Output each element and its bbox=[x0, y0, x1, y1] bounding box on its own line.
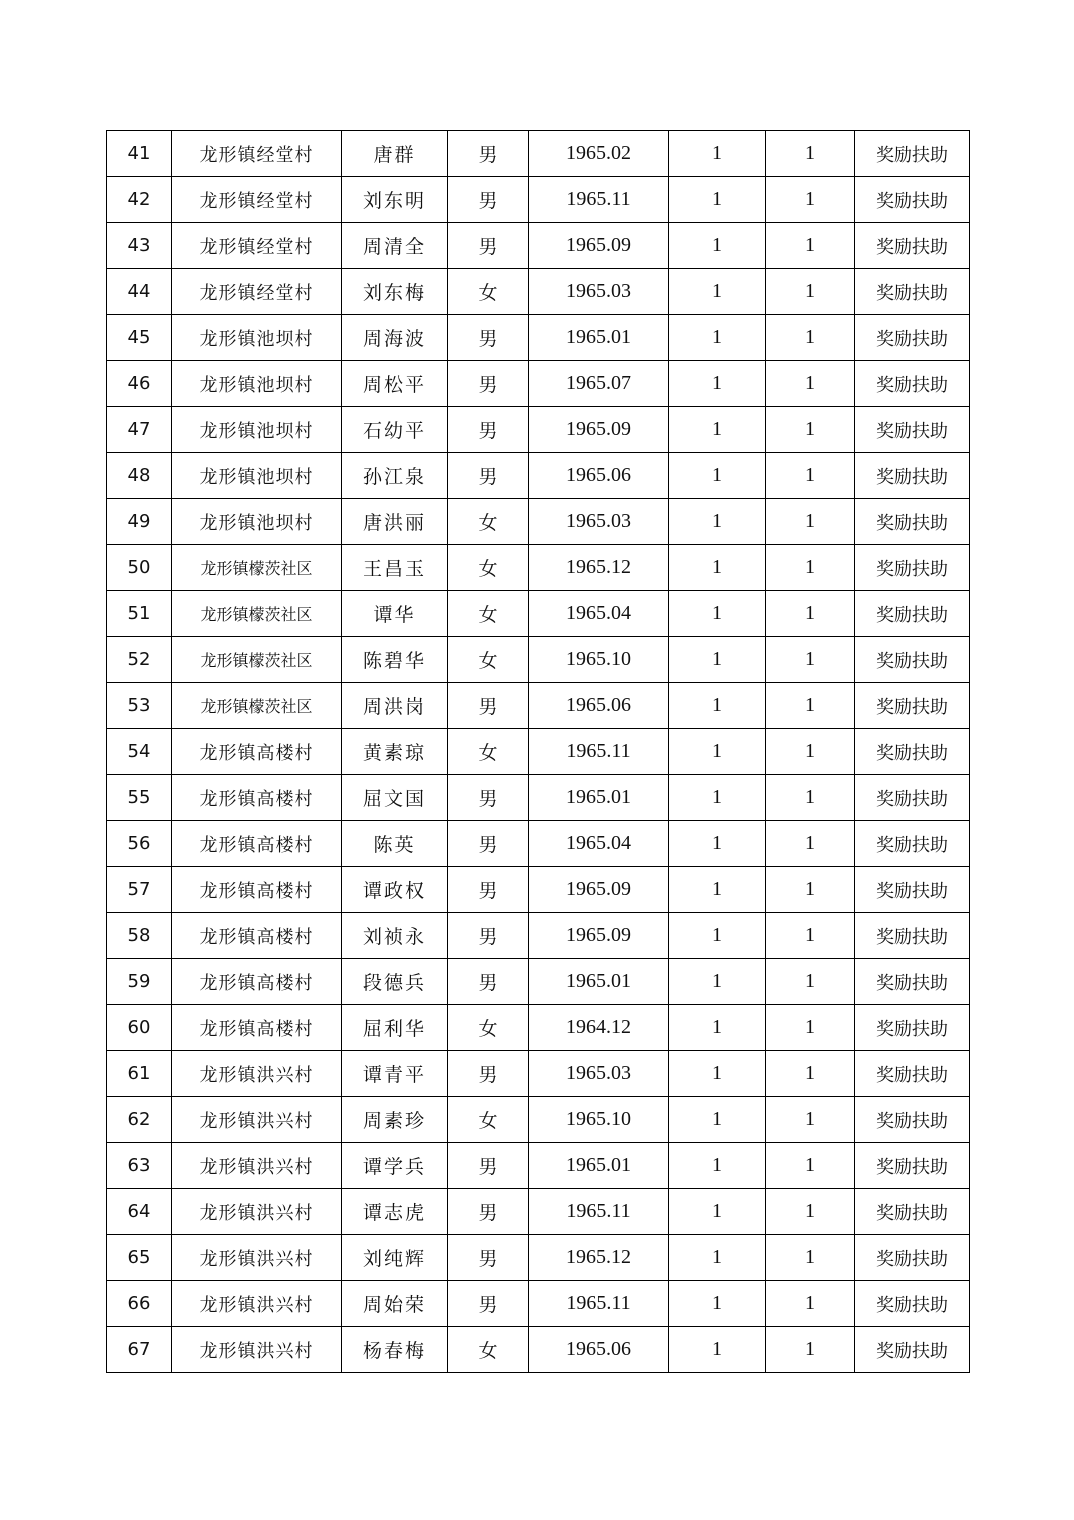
person-name-cell: 周始荣 bbox=[342, 1281, 448, 1327]
count-a-cell: 1 bbox=[669, 1189, 766, 1235]
gender-cell: 女 bbox=[448, 1097, 529, 1143]
birth-date-cell: 1965.01 bbox=[529, 775, 669, 821]
gender-cell: 男 bbox=[448, 1235, 529, 1281]
row-number-cell: 55 bbox=[107, 775, 172, 821]
row-number-cell: 48 bbox=[107, 453, 172, 499]
count-b-cell: 1 bbox=[766, 821, 855, 867]
village-cell: 龙形镇池坝村 bbox=[172, 407, 342, 453]
gender-cell: 男 bbox=[448, 177, 529, 223]
count-a-cell: 1 bbox=[669, 913, 766, 959]
row-number-cell: 43 bbox=[107, 223, 172, 269]
person-name-cell: 谭华 bbox=[342, 591, 448, 637]
village-cell: 龙形镇高楼村 bbox=[172, 913, 342, 959]
table-row bbox=[107, 591, 970, 637]
birth-date-cell: 1965.07 bbox=[529, 361, 669, 407]
gender-cell: 男 bbox=[448, 1281, 529, 1327]
support-type-cell: 奖励扶助 bbox=[855, 913, 970, 959]
table-row bbox=[107, 1051, 970, 1097]
village-cell: 龙形镇檬茨社区 bbox=[172, 545, 342, 591]
person-name-cell: 周清全 bbox=[342, 223, 448, 269]
row-number-cell: 47 bbox=[107, 407, 172, 453]
village-cell: 龙形镇洪兴村 bbox=[172, 1143, 342, 1189]
support-type-cell: 奖励扶助 bbox=[855, 407, 970, 453]
person-name-cell: 谭志虎 bbox=[342, 1189, 448, 1235]
count-b-cell: 1 bbox=[766, 499, 855, 545]
village-cell: 龙形镇洪兴村 bbox=[172, 1327, 342, 1373]
count-b-cell: 1 bbox=[766, 453, 855, 499]
support-type-cell: 奖励扶助 bbox=[855, 1143, 970, 1189]
village-cell: 龙形镇檬茨社区 bbox=[172, 683, 342, 729]
gender-cell: 男 bbox=[448, 683, 529, 729]
row-number-cell: 66 bbox=[107, 1281, 172, 1327]
table-row bbox=[107, 407, 970, 453]
row-number-cell: 50 bbox=[107, 545, 172, 591]
person-name-cell: 屈文国 bbox=[342, 775, 448, 821]
village-cell: 龙形镇池坝村 bbox=[172, 315, 342, 361]
count-b-cell: 1 bbox=[766, 177, 855, 223]
birth-date-cell: 1965.06 bbox=[529, 1327, 669, 1373]
village-cell: 龙形镇洪兴村 bbox=[172, 1051, 342, 1097]
table-body bbox=[107, 131, 970, 1373]
gender-cell: 男 bbox=[448, 913, 529, 959]
birth-date-cell: 1965.10 bbox=[529, 637, 669, 683]
table-row bbox=[107, 1235, 970, 1281]
table-row bbox=[107, 775, 970, 821]
row-number-cell: 52 bbox=[107, 637, 172, 683]
row-number-cell: 56 bbox=[107, 821, 172, 867]
count-b-cell: 1 bbox=[766, 1143, 855, 1189]
gender-cell: 女 bbox=[448, 499, 529, 545]
village-cell: 龙形镇高楼村 bbox=[172, 729, 342, 775]
village-cell: 龙形镇高楼村 bbox=[172, 775, 342, 821]
birth-date-cell: 1965.12 bbox=[529, 1235, 669, 1281]
person-name-cell: 陈英 bbox=[342, 821, 448, 867]
village-cell: 龙形镇檬茨社区 bbox=[172, 591, 342, 637]
support-type-cell: 奖励扶助 bbox=[855, 453, 970, 499]
table-row bbox=[107, 821, 970, 867]
birth-date-cell: 1965.04 bbox=[529, 821, 669, 867]
person-name-cell: 谭青平 bbox=[342, 1051, 448, 1097]
gender-cell: 女 bbox=[448, 269, 529, 315]
count-b-cell: 1 bbox=[766, 1097, 855, 1143]
support-type-cell: 奖励扶助 bbox=[855, 177, 970, 223]
count-b-cell: 1 bbox=[766, 315, 855, 361]
gender-cell: 男 bbox=[448, 1189, 529, 1235]
support-type-cell: 奖励扶助 bbox=[855, 1097, 970, 1143]
table-row bbox=[107, 453, 970, 499]
birth-date-cell: 1965.04 bbox=[529, 591, 669, 637]
support-type-cell: 奖励扶助 bbox=[855, 499, 970, 545]
count-b-cell: 1 bbox=[766, 1281, 855, 1327]
table-row bbox=[107, 913, 970, 959]
table-row bbox=[107, 269, 970, 315]
count-b-cell: 1 bbox=[766, 407, 855, 453]
count-a-cell: 1 bbox=[669, 1281, 766, 1327]
birth-date-cell: 1965.11 bbox=[529, 177, 669, 223]
gender-cell: 女 bbox=[448, 637, 529, 683]
table-row bbox=[107, 1005, 970, 1051]
count-b-cell: 1 bbox=[766, 683, 855, 729]
table-row bbox=[107, 1281, 970, 1327]
count-a-cell: 1 bbox=[669, 867, 766, 913]
table-row bbox=[107, 499, 970, 545]
support-type-cell: 奖励扶助 bbox=[855, 683, 970, 729]
row-number-cell: 57 bbox=[107, 867, 172, 913]
birth-date-cell: 1965.10 bbox=[529, 1097, 669, 1143]
count-b-cell: 1 bbox=[766, 1327, 855, 1373]
village-cell: 龙形镇经堂村 bbox=[172, 177, 342, 223]
village-cell: 龙形镇池坝村 bbox=[172, 453, 342, 499]
table-row bbox=[107, 315, 970, 361]
row-number-cell: 53 bbox=[107, 683, 172, 729]
row-number-cell: 42 bbox=[107, 177, 172, 223]
village-cell: 龙形镇池坝村 bbox=[172, 361, 342, 407]
birth-date-cell: 1965.03 bbox=[529, 499, 669, 545]
count-b-cell: 1 bbox=[766, 1189, 855, 1235]
table-row bbox=[107, 361, 970, 407]
support-type-cell: 奖励扶助 bbox=[855, 591, 970, 637]
count-a-cell: 1 bbox=[669, 1327, 766, 1373]
row-number-cell: 46 bbox=[107, 361, 172, 407]
row-number-cell: 60 bbox=[107, 1005, 172, 1051]
table-row bbox=[107, 959, 970, 1005]
gender-cell: 女 bbox=[448, 1327, 529, 1373]
gender-cell: 男 bbox=[448, 1051, 529, 1097]
person-name-cell: 陈碧华 bbox=[342, 637, 448, 683]
birth-date-cell: 1965.06 bbox=[529, 683, 669, 729]
gender-cell: 男 bbox=[448, 821, 529, 867]
table-row bbox=[107, 223, 970, 269]
person-name-cell: 屈利华 bbox=[342, 1005, 448, 1051]
person-name-cell: 唐群 bbox=[342, 131, 448, 177]
gender-cell: 男 bbox=[448, 407, 529, 453]
count-b-cell: 1 bbox=[766, 913, 855, 959]
support-type-cell: 奖励扶助 bbox=[855, 867, 970, 913]
count-a-cell: 1 bbox=[669, 499, 766, 545]
village-cell: 龙形镇高楼村 bbox=[172, 1005, 342, 1051]
table-row bbox=[107, 177, 970, 223]
birth-date-cell: 1965.02 bbox=[529, 131, 669, 177]
person-name-cell: 谭政权 bbox=[342, 867, 448, 913]
birth-date-cell: 1965.09 bbox=[529, 867, 669, 913]
count-b-cell: 1 bbox=[766, 637, 855, 683]
village-cell: 龙形镇高楼村 bbox=[172, 821, 342, 867]
recipient-table bbox=[106, 130, 970, 1373]
table-row bbox=[107, 729, 970, 775]
count-b-cell: 1 bbox=[766, 867, 855, 913]
row-number-cell: 54 bbox=[107, 729, 172, 775]
village-cell: 龙形镇高楼村 bbox=[172, 959, 342, 1005]
count-b-cell: 1 bbox=[766, 959, 855, 1005]
birth-date-cell: 1965.09 bbox=[529, 223, 669, 269]
gender-cell: 女 bbox=[448, 591, 529, 637]
count-b-cell: 1 bbox=[766, 591, 855, 637]
gender-cell: 男 bbox=[448, 361, 529, 407]
row-number-cell: 45 bbox=[107, 315, 172, 361]
village-cell: 龙形镇经堂村 bbox=[172, 269, 342, 315]
count-b-cell: 1 bbox=[766, 1051, 855, 1097]
count-a-cell: 1 bbox=[669, 1005, 766, 1051]
support-type-cell: 奖励扶助 bbox=[855, 959, 970, 1005]
support-type-cell: 奖励扶助 bbox=[855, 361, 970, 407]
count-a-cell: 1 bbox=[669, 591, 766, 637]
count-a-cell: 1 bbox=[669, 637, 766, 683]
count-a-cell: 1 bbox=[669, 729, 766, 775]
row-number-cell: 41 bbox=[107, 131, 172, 177]
count-a-cell: 1 bbox=[669, 361, 766, 407]
gender-cell: 女 bbox=[448, 729, 529, 775]
count-a-cell: 1 bbox=[669, 453, 766, 499]
person-name-cell: 孙江泉 bbox=[342, 453, 448, 499]
gender-cell: 男 bbox=[448, 1143, 529, 1189]
birth-date-cell: 1965.09 bbox=[529, 913, 669, 959]
village-cell: 龙形镇洪兴村 bbox=[172, 1281, 342, 1327]
person-name-cell: 段德兵 bbox=[342, 959, 448, 1005]
village-cell: 龙形镇洪兴村 bbox=[172, 1189, 342, 1235]
person-name-cell: 刘东梅 bbox=[342, 269, 448, 315]
count-a-cell: 1 bbox=[669, 223, 766, 269]
table-row bbox=[107, 637, 970, 683]
gender-cell: 女 bbox=[448, 1005, 529, 1051]
count-a-cell: 1 bbox=[669, 775, 766, 821]
village-cell: 龙形镇经堂村 bbox=[172, 131, 342, 177]
row-number-cell: 62 bbox=[107, 1097, 172, 1143]
person-name-cell: 王昌玉 bbox=[342, 545, 448, 591]
table-row bbox=[107, 1189, 970, 1235]
table-row bbox=[107, 545, 970, 591]
count-a-cell: 1 bbox=[669, 1143, 766, 1189]
gender-cell: 男 bbox=[448, 131, 529, 177]
person-name-cell: 刘纯辉 bbox=[342, 1235, 448, 1281]
gender-cell: 男 bbox=[448, 453, 529, 499]
count-a-cell: 1 bbox=[669, 821, 766, 867]
village-cell: 龙形镇洪兴村 bbox=[172, 1097, 342, 1143]
count-b-cell: 1 bbox=[766, 1005, 855, 1051]
table-row bbox=[107, 1327, 970, 1373]
count-a-cell: 1 bbox=[669, 315, 766, 361]
village-cell: 龙形镇高楼村 bbox=[172, 867, 342, 913]
person-name-cell: 谭学兵 bbox=[342, 1143, 448, 1189]
count-a-cell: 1 bbox=[669, 177, 766, 223]
support-type-cell: 奖励扶助 bbox=[855, 1005, 970, 1051]
count-a-cell: 1 bbox=[669, 269, 766, 315]
gender-cell: 男 bbox=[448, 959, 529, 1005]
support-type-cell: 奖励扶助 bbox=[855, 1051, 970, 1097]
birth-date-cell: 1965.09 bbox=[529, 407, 669, 453]
gender-cell: 男 bbox=[448, 775, 529, 821]
count-b-cell: 1 bbox=[766, 131, 855, 177]
village-cell: 龙形镇经堂村 bbox=[172, 223, 342, 269]
count-b-cell: 1 bbox=[766, 545, 855, 591]
row-number-cell: 44 bbox=[107, 269, 172, 315]
birth-date-cell: 1965.03 bbox=[529, 269, 669, 315]
gender-cell: 女 bbox=[448, 545, 529, 591]
birth-date-cell: 1965.01 bbox=[529, 1143, 669, 1189]
support-type-cell: 奖励扶助 bbox=[855, 729, 970, 775]
count-a-cell: 1 bbox=[669, 131, 766, 177]
support-type-cell: 奖励扶助 bbox=[855, 1281, 970, 1327]
person-name-cell: 杨春梅 bbox=[342, 1327, 448, 1373]
person-name-cell: 周洪岗 bbox=[342, 683, 448, 729]
table-row bbox=[107, 867, 970, 913]
support-type-cell: 奖励扶助 bbox=[855, 131, 970, 177]
row-number-cell: 67 bbox=[107, 1327, 172, 1373]
row-number-cell: 51 bbox=[107, 591, 172, 637]
support-type-cell: 奖励扶助 bbox=[855, 1235, 970, 1281]
village-cell: 龙形镇洪兴村 bbox=[172, 1235, 342, 1281]
count-a-cell: 1 bbox=[669, 1235, 766, 1281]
village-cell: 龙形镇池坝村 bbox=[172, 499, 342, 545]
birth-date-cell: 1965.12 bbox=[529, 545, 669, 591]
support-type-cell: 奖励扶助 bbox=[855, 223, 970, 269]
table-row bbox=[107, 683, 970, 729]
person-name-cell: 石幼平 bbox=[342, 407, 448, 453]
support-type-cell: 奖励扶助 bbox=[855, 637, 970, 683]
birth-date-cell: 1965.01 bbox=[529, 315, 669, 361]
count-a-cell: 1 bbox=[669, 1097, 766, 1143]
count-a-cell: 1 bbox=[669, 683, 766, 729]
table-row bbox=[107, 1143, 970, 1189]
count-a-cell: 1 bbox=[669, 1051, 766, 1097]
person-name-cell: 黄素琼 bbox=[342, 729, 448, 775]
birth-date-cell: 1965.06 bbox=[529, 453, 669, 499]
birth-date-cell: 1965.11 bbox=[529, 1281, 669, 1327]
gender-cell: 男 bbox=[448, 867, 529, 913]
table-row bbox=[107, 1097, 970, 1143]
row-number-cell: 59 bbox=[107, 959, 172, 1005]
count-a-cell: 1 bbox=[669, 959, 766, 1005]
person-name-cell: 刘祯永 bbox=[342, 913, 448, 959]
gender-cell: 男 bbox=[448, 223, 529, 269]
support-type-cell: 奖励扶助 bbox=[855, 269, 970, 315]
row-number-cell: 58 bbox=[107, 913, 172, 959]
count-a-cell: 1 bbox=[669, 545, 766, 591]
birth-date-cell: 1965.01 bbox=[529, 959, 669, 1005]
gender-cell: 男 bbox=[448, 315, 529, 361]
count-b-cell: 1 bbox=[766, 775, 855, 821]
row-number-cell: 49 bbox=[107, 499, 172, 545]
support-type-cell: 奖励扶助 bbox=[855, 775, 970, 821]
count-b-cell: 1 bbox=[766, 1235, 855, 1281]
village-cell: 龙形镇檬茨社区 bbox=[172, 637, 342, 683]
row-number-cell: 63 bbox=[107, 1143, 172, 1189]
row-number-cell: 65 bbox=[107, 1235, 172, 1281]
support-type-cell: 奖励扶助 bbox=[855, 821, 970, 867]
count-b-cell: 1 bbox=[766, 361, 855, 407]
person-name-cell: 周素珍 bbox=[342, 1097, 448, 1143]
person-name-cell: 周海波 bbox=[342, 315, 448, 361]
table-row bbox=[107, 131, 970, 177]
row-number-cell: 64 bbox=[107, 1189, 172, 1235]
person-name-cell: 周松平 bbox=[342, 361, 448, 407]
count-b-cell: 1 bbox=[766, 269, 855, 315]
row-number-cell: 61 bbox=[107, 1051, 172, 1097]
support-type-cell: 奖励扶助 bbox=[855, 1327, 970, 1373]
birth-date-cell: 1964.12 bbox=[529, 1005, 669, 1051]
count-a-cell: 1 bbox=[669, 407, 766, 453]
birth-date-cell: 1965.11 bbox=[529, 1189, 669, 1235]
person-name-cell: 唐洪丽 bbox=[342, 499, 448, 545]
person-name-cell: 刘东明 bbox=[342, 177, 448, 223]
count-b-cell: 1 bbox=[766, 729, 855, 775]
support-type-cell: 奖励扶助 bbox=[855, 315, 970, 361]
support-type-cell: 奖励扶助 bbox=[855, 545, 970, 591]
count-b-cell: 1 bbox=[766, 223, 855, 269]
birth-date-cell: 1965.03 bbox=[529, 1051, 669, 1097]
support-type-cell: 奖励扶助 bbox=[855, 1189, 970, 1235]
birth-date-cell: 1965.11 bbox=[529, 729, 669, 775]
